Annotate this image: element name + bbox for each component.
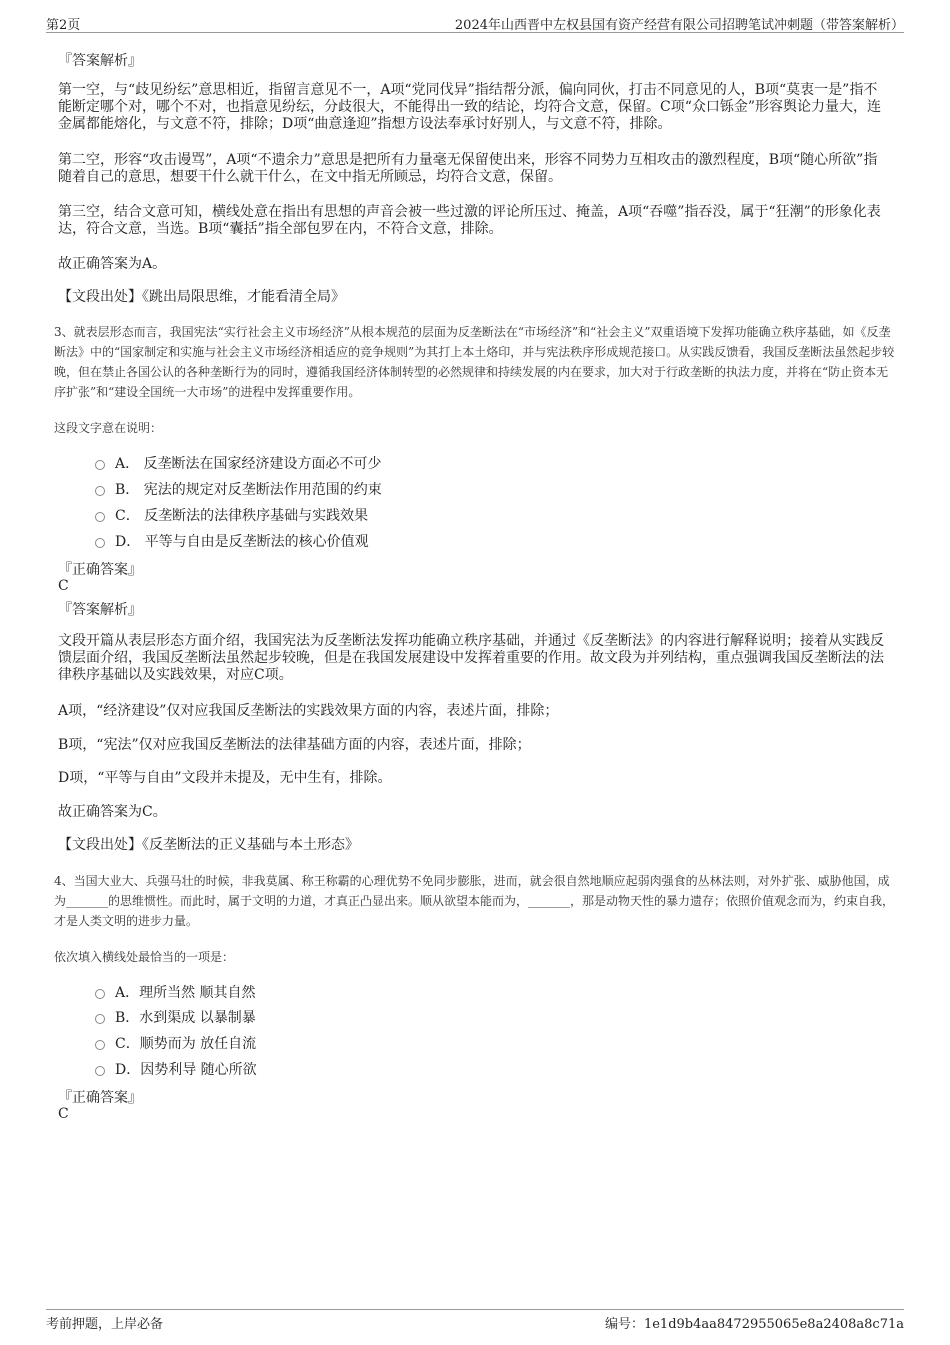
q4-question-text: 4、当国大业大、兵强马壮的时候，非我莫属、称王称霸的心理优势不免同步膨胀，进而，就会很自然地顺应起弱肉强食的丛林法则，对外扩张、威胁他国，成为_______的思维惯性。而此时，属于文明的力道，才真正凸显出来。顺从欲望本能而为，_______，那是动物天性的暴力遗存；依照价值观念而为，约束自我，才是人类文明的进步力量。 (54, 874, 895, 928)
header-divider (46, 32, 904, 33)
q3-analysis-para-3: B项，“宪法”仅对应我国反垄断法的法律基础方面的内容，表述片面，排除； (58, 737, 531, 753)
q3-option-a[interactable] (95, 453, 382, 473)
q3-option-c[interactable] (95, 505, 368, 525)
radio-icon[interactable] (95, 1066, 105, 1076)
q3-question-text: 3、就表层形态而言，我国宪法“实行社会主义市场经济”从根本规范的层面为反垄断法在“市场经济”和“社会主义”双重语境下发挥功能确立秩序基础，如《反垄断法》中的“国家制定和实施与社会主义市场经济相适应的竞争规则”为其打上本土烙印，并与宪法秩序形成规范接口。从实践反馈看，我国反垄断法虽然起步较晚，但在禁止各国公认的各种垄断行为的同时，遵循我国经济体制转型的必然规律和持续发展的内在要求，加大对于行政垄断的执法力度，并将在“防止资本无序扩张”和“建设全国统一大市场”的进程中发挥重要作用。 (54, 325, 895, 399)
q2-analysis-para-3: 第三空，结合文意可知，横线处意在指出有思想的声音会被一些过激的评论所压过、掩盖，A项“吞噬”指吞没，属于“狂潮”的形象化表达，符合文意，当选。B项“囊括”指全部包罗在内，不符合文意，排除。 (58, 204, 881, 237)
q3-option-a-label: A． 反垄断法在国家经济建设方面必不可少 (115, 456, 382, 472)
q3-correct-answer: C (58, 578, 69, 594)
q4-correct-answer: C (58, 1106, 69, 1122)
q4-option-d[interactable] (95, 1059, 257, 1079)
q2-analysis-title: 『答案解析』 (58, 53, 142, 69)
q4-option-a[interactable] (95, 982, 256, 1002)
page-number: 第2页 (46, 18, 81, 33)
q4-option-c-label: C．顺势而为 放任自流 (115, 1036, 257, 1052)
q2-analysis-para-2: 第二空，形容“攻击谩骂”，A项“不遗余力”意思是把所有力量毫无保留使出来，形容不同势力互相攻击的激烈程度，B项“随心所欲”指随着自己的意思，想要干什么就干什么，在文中指无所顾忌，均符合文意，保留。 (58, 152, 878, 185)
q3-option-d[interactable] (95, 531, 369, 551)
q3-option-b-label: B． 宪法的规定对反垄断法作用范围的约束 (115, 482, 382, 498)
q2-source: 【文段出处】《跳出局限思维，才能看清全局》 (58, 289, 345, 305)
footer-divider (46, 1309, 904, 1310)
q4-option-a-label: A．理所当然 顺其自然 (115, 985, 256, 1001)
q3-analysis-title: 『答案解析』 (58, 602, 142, 618)
q4-option-c[interactable] (95, 1033, 256, 1053)
q3-prompt: 这段文字意在说明： (54, 421, 163, 435)
radio-icon[interactable] (95, 1040, 105, 1050)
document-id: 编号：1e1d9b4aa8472955065e8a2408a8c71a (604, 1317, 904, 1332)
q2-analysis-para-1: 第一空，与“歧见纷纭”意思相近，指留言意见不一，A项“党同伐异”指结帮分派，偏向同伙，打击不同意见的人，B项“莫衷一是”指不能断定哪个对，哪个不对，也指意见纷纭，分歧很大，不能得出一致的结论，均符合文意，保留。C项“众口铄金”形容舆论力量大，连金属都能熔化，与文意不符，排除；D项“曲意逢迎”指想方设法奉承讨好别人，与文意不符，排除。 (58, 82, 882, 132)
q3-analysis-para-4: D项，“平等与自由”文段并未提及，无中生有，排除。 (58, 770, 392, 786)
q3-analysis-para-1: 文段开篇从表层形态方面介绍，我国宪法为反垄断法发挥功能确立秩序基础，并通过《反垄断法》的内容进行解释说明；接着从实践反馈层面介绍，我国反垄断法虽然起步较晚，但是在我国发展建设中发挥着重要的作用。故文段为并列结构，重点强调我国反垄断法的法律秩序基础以及实践效果，对应C项。 (58, 633, 884, 683)
q3-option-b[interactable] (95, 479, 382, 499)
radio-icon[interactable] (95, 989, 105, 999)
q3-source: 【文段出处】《反垄断法的正义基础与本土形态》 (58, 837, 359, 853)
footer-slogan: 考前押题，上岸必备 (46, 1317, 164, 1332)
q3-correct-title: 『正确答案』 (58, 562, 142, 578)
q4-option-d-label: D．因势利导 随心所欲 (115, 1062, 257, 1078)
q4-option-b-label: B．水到渠成 以暴制暴 (115, 1010, 256, 1026)
radio-icon[interactable] (95, 460, 105, 470)
radio-icon[interactable] (95, 512, 105, 522)
q3-analysis-para-2: A项，“经济建设”仅对应我国反垄断法的实践效果方面的内容，表述片面，排除； (58, 703, 559, 719)
q2-conclusion: 故正确答案为A。 (58, 256, 167, 272)
q3-option-d-label: D． 平等与自由是反垄断法的核心价值观 (115, 534, 369, 550)
q4-option-b[interactable] (95, 1007, 256, 1027)
radio-icon[interactable] (95, 1014, 105, 1024)
radio-icon[interactable] (95, 538, 105, 548)
radio-icon[interactable] (95, 486, 105, 496)
q3-option-c-label: C． 反垄断法的法律秩序基础与实践效果 (115, 508, 369, 524)
q3-conclusion: 故正确答案为C。 (58, 804, 167, 820)
document-title: 2024年山西晋中左权县国有资产经营有限公司招聘笔试冲刺题（带答案解析） (454, 18, 904, 33)
q4-correct-title: 『正确答案』 (58, 1090, 142, 1106)
q4-prompt: 依次填入横线处最恰当的一项是： (54, 950, 235, 964)
